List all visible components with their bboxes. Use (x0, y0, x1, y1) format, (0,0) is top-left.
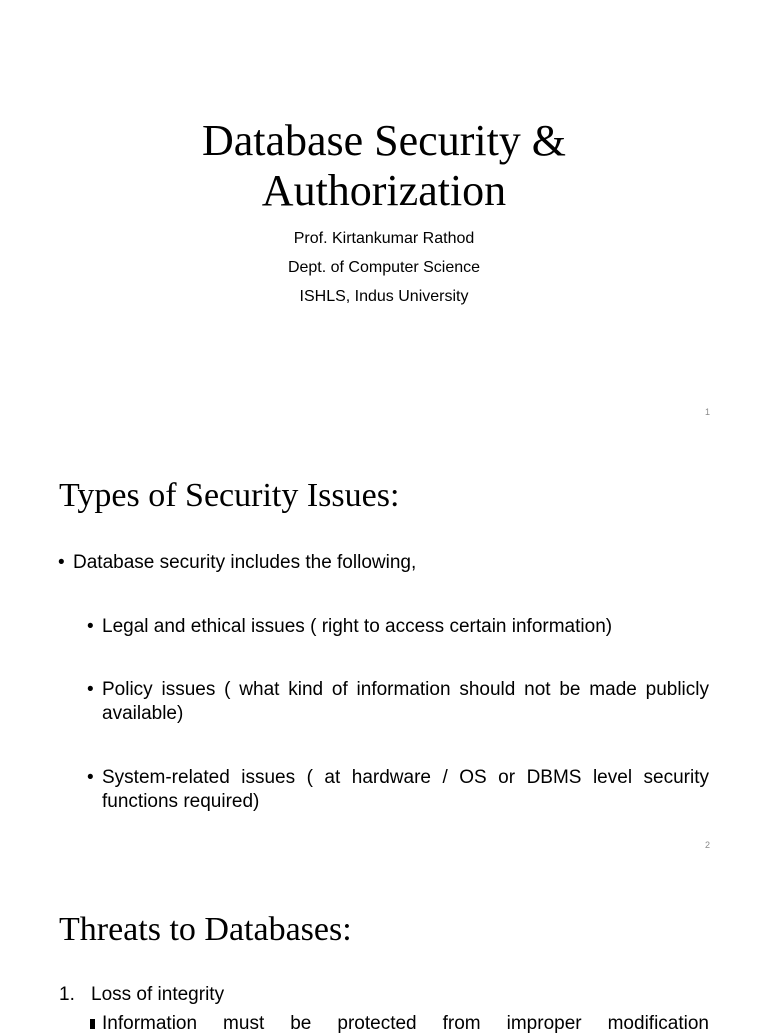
page-number: 1 (704, 407, 710, 417)
bullet-item-intro (58, 551, 708, 575)
slide-heading: Types of Security Issues: (59, 477, 400, 514)
bullet-item-system (87, 766, 709, 814)
title-line-2: Authorization (261, 166, 507, 215)
bullet-dot-icon: • (58, 552, 65, 573)
bullet-dot-icon: • (87, 679, 94, 700)
bullet-text: Legal and ethical issues ( right to access certain information) (102, 616, 613, 637)
bullet-dot-icon: • (87, 616, 94, 637)
security-issues-slide (0, 432, 768, 864)
title-slide (0, 0, 768, 432)
page-number: 2 (704, 840, 710, 850)
bullet-text: System-related issues ( at hardware / OS or DBMS level security functions required) (102, 767, 709, 812)
square-bullet-icon (90, 1019, 95, 1029)
department-name: Dept. of Computer Science (287, 259, 481, 276)
bullet-dot-icon: • (87, 767, 94, 788)
title-line-1: Database Security & (201, 116, 567, 165)
bullet-text: Information must be protected from improper modification (102, 1013, 709, 1034)
bullet-text: Policy issues ( what kind of information should not be made publicly available) (102, 679, 709, 724)
slide-heading: Threats to Databases: (59, 911, 352, 948)
list-number: 1. (59, 984, 75, 1005)
bullet-item-legal (87, 615, 709, 639)
list-item-label: Loss of integrity (91, 984, 225, 1005)
sub-bullet-item (102, 1012, 709, 1036)
slide-title (0, 116, 768, 216)
institution-name: ISHLS, Indus University (299, 288, 469, 305)
bullet-item-policy (87, 678, 709, 726)
bullet-text: Database security includes the following, (73, 552, 417, 573)
author-name: Prof. Kirtankumar Rathod (293, 230, 475, 247)
threats-slide (0, 864, 768, 1034)
